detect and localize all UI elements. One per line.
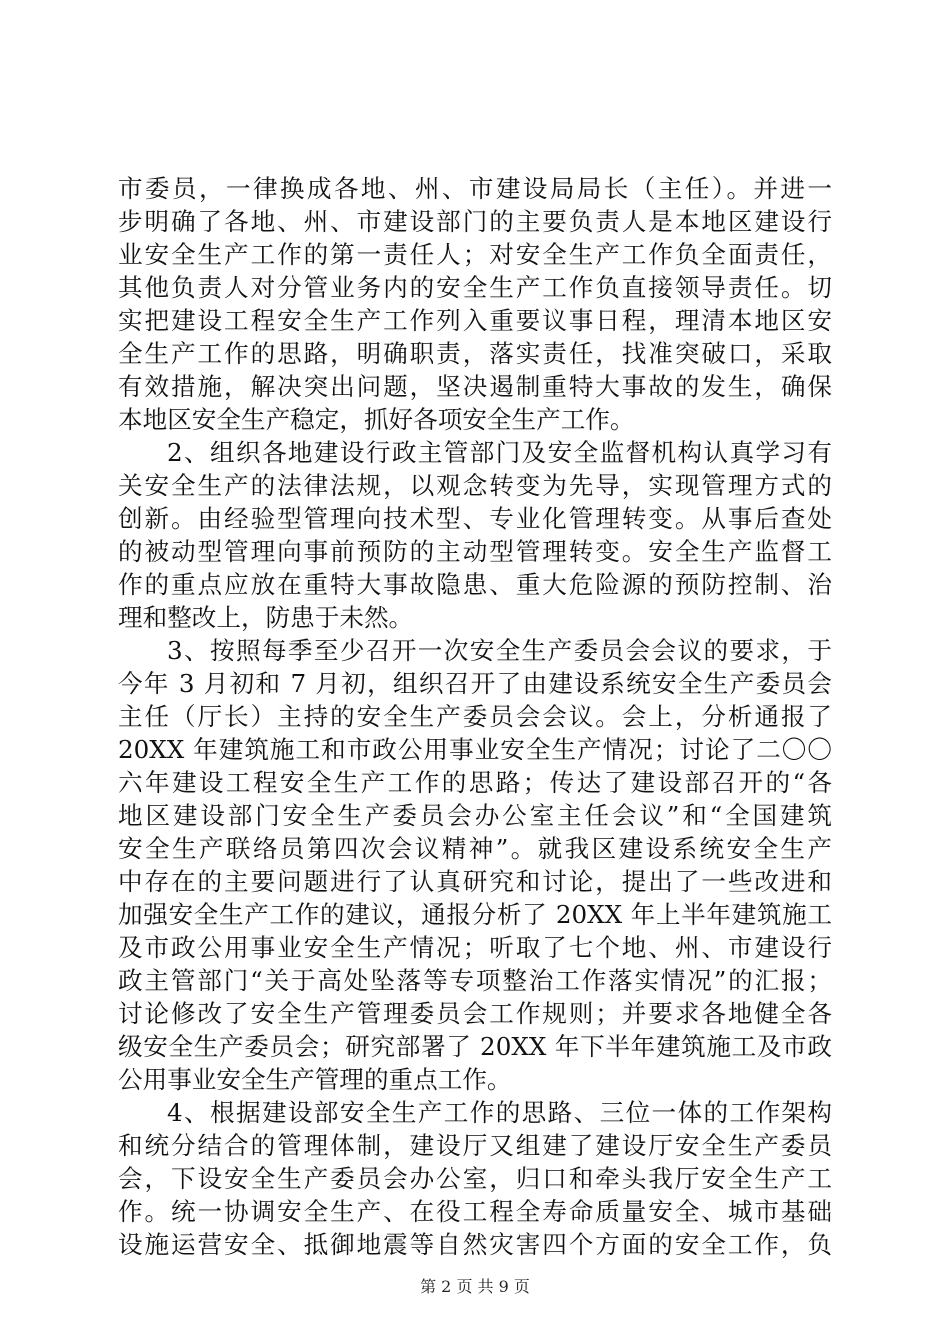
text-line: 其他负责人对分管业务内的安全生产工作负直接领导责任。切 xyxy=(118,273,832,302)
text-line: 公用事业安全生产管理的重点工作。 xyxy=(118,1065,512,1094)
text-line: 全生产工作的思路，明确职责，落实责任，找准突破口，采取 xyxy=(118,339,832,368)
text-line: 2、组织各地建设行政主管部门及安全监督机构认真学习有 xyxy=(167,438,832,467)
text-line: 地区建设部门安全生产委员会办公室主任会议”和“全国建筑 xyxy=(118,801,832,830)
text-line: 创新。由经验型管理向技术型、专业化管理转变。从事后查处 xyxy=(118,504,832,533)
text-line: 关安全生产的法律法规，以观念转变为先导，实现管理方式的 xyxy=(118,471,832,500)
text-line: 及市政公用事业安全生产情况；听取了七个地、州、市建设行 xyxy=(118,933,832,962)
text-line: 级安全生产委员会；研究部署了 20XX 年下半年建筑施工及市政 xyxy=(118,1032,832,1061)
document-body xyxy=(118,172,832,1261)
text-line: 业安全生产工作的第一责任人；对安全生产工作负全面责任， xyxy=(118,240,832,269)
text-line: 3、按照每季至少召开一次安全生产委员会会议的要求，于 xyxy=(167,636,832,665)
text-line: 加强安全生产工作的建议，通报分析了 20XX 年上半年建筑施工 xyxy=(118,900,832,929)
text-line: 的被动型管理向事前预防的主动型管理转变。安全生产监督工 xyxy=(118,537,832,566)
paragraph xyxy=(118,436,832,634)
text-line: 讨论修改了安全生产管理委员会工作规则；并要求各地健全各 xyxy=(118,999,832,1028)
text-line: 安全生产联络员第四次会议精神”。就我区建设系统安全生产 xyxy=(118,834,832,863)
paragraph xyxy=(118,172,832,436)
text-line: 作。统一协调安全生产、在役工程全寿命质量安全、城市基础 xyxy=(118,1197,832,1226)
text-line: 今年 3 月初和 7 月初，组织召开了由建设系统安全生产委员会 xyxy=(118,669,832,698)
text-line: 设施运营安全、抵御地震等自然灾害四个方面的安全工作，负 xyxy=(118,1230,832,1259)
text-line: 会，下设安全生产委员会办公室，归口和牵头我厅安全生产工 xyxy=(118,1164,832,1193)
page-footer: 第 2 页 共 9 页 xyxy=(420,1277,530,1296)
text-line: 作的重点应放在重特大事故隐患、重大危险源的预防控制、治 xyxy=(118,570,832,599)
text-line: 实把建设工程安全生产工作列入重要议事日程，理清本地区安 xyxy=(118,306,832,335)
text-line: 市委员，一律换成各地、州、市建设局局长（主任）。并进一 xyxy=(118,174,832,203)
paragraph xyxy=(118,1096,832,1261)
text-line: 本地区安全生产稳定，抓好各项安全生产工作。 xyxy=(118,405,635,434)
text-line: 20XX 年建筑施工和市政公用事业安全生产情况；讨论了二〇〇 xyxy=(118,735,832,764)
text-line: 中存在的主要问题进行了认真研究和讨论，提出了一些改进和 xyxy=(118,867,832,896)
text-line: 理和整改上，防患于未然。 xyxy=(118,603,414,632)
paragraph xyxy=(118,634,832,1096)
text-line: 4、根据建设部安全生产工作的思路、三位一体的工作架构 xyxy=(167,1098,832,1127)
text-line: 六年建设工程安全生产工作的思路；传达了建设部召开的“各 xyxy=(118,768,832,797)
text-line: 有效措施，解决突出问题，坚决遏制重特大事故的发生，确保 xyxy=(118,372,832,401)
text-line: 和统分结合的管理体制，建设厅又组建了建设厅安全生产委员 xyxy=(118,1131,832,1160)
text-line: 政主管部门“关于高处坠落等专项整治工作落实情况”的汇报； xyxy=(118,966,832,995)
text-line: 主任（厅长）主持的安全生产委员会会议。会上，分析通报了 xyxy=(118,702,832,731)
text-line: 步明确了各地、州、市建设部门的主要负责人是本地区建设行 xyxy=(118,207,832,236)
